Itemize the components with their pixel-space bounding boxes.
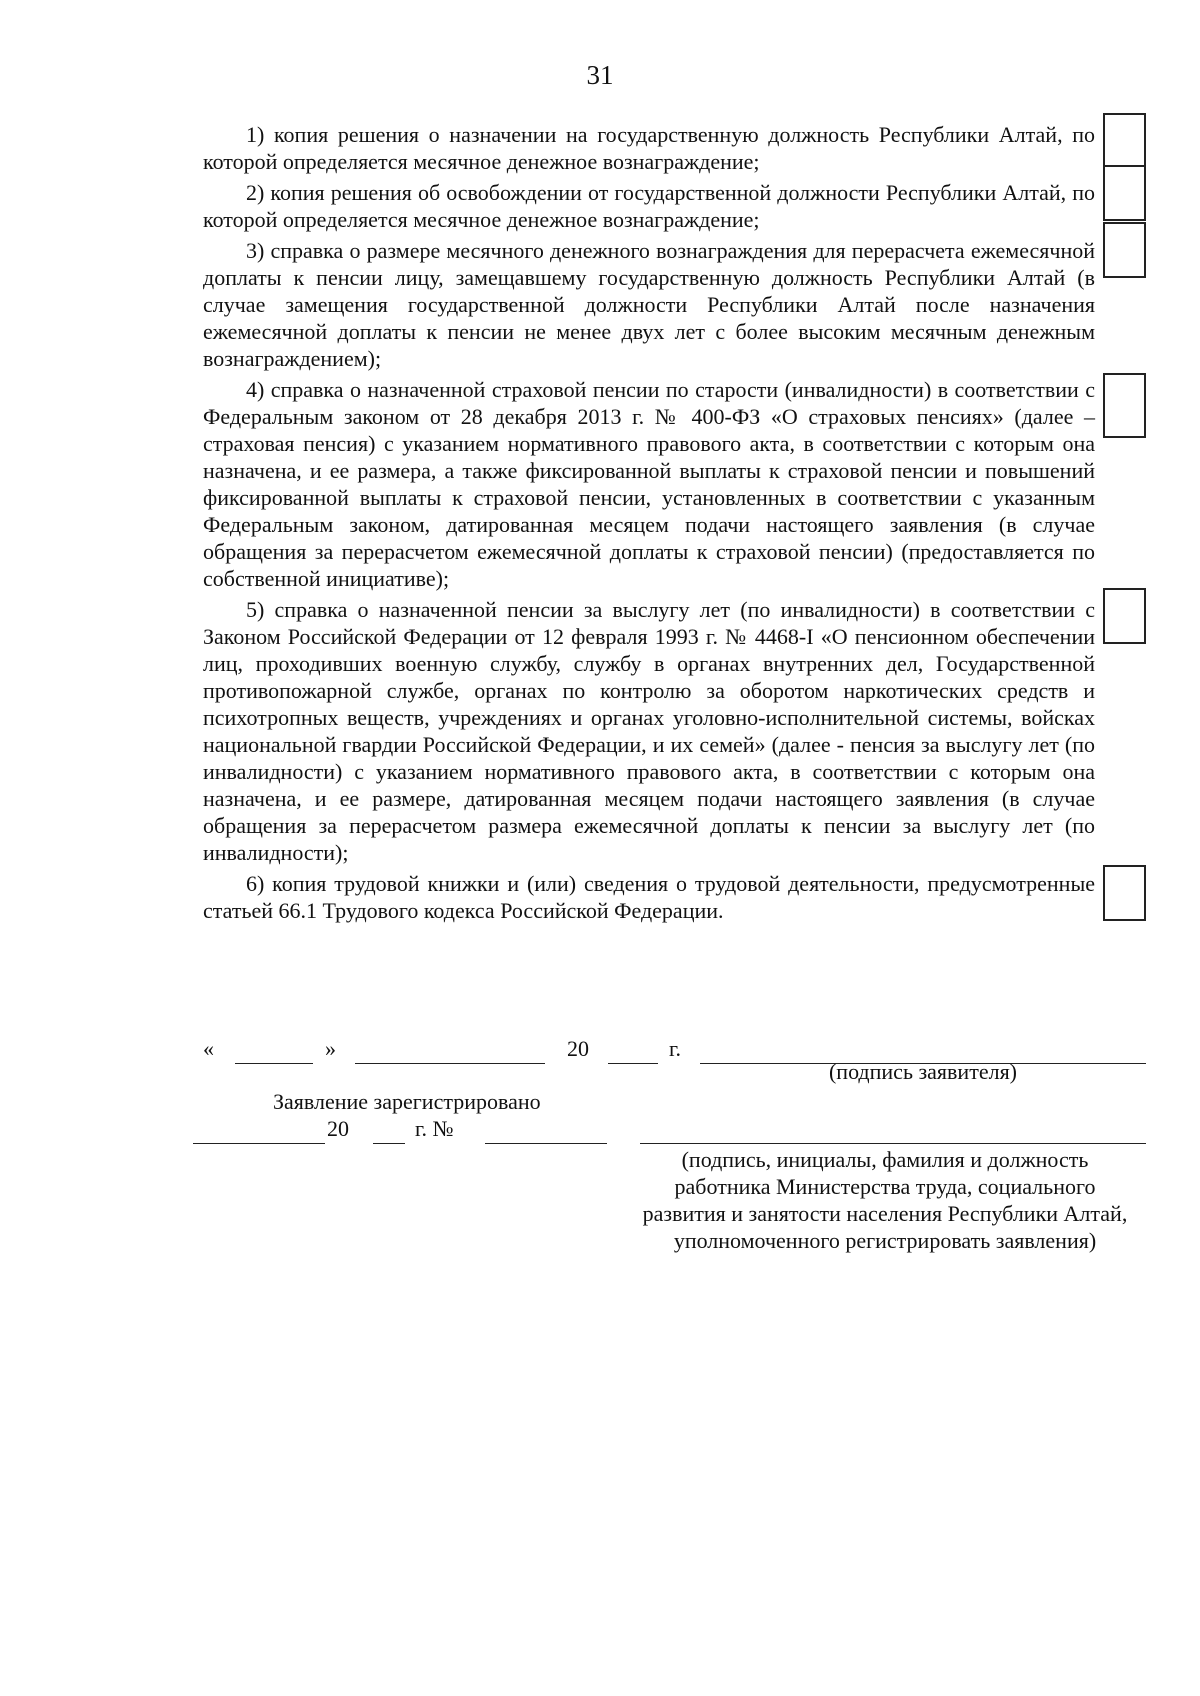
worker-signature-caption: (подпись, инициалы, фамилия и должность работника Министерства труда, социального развития и занятости населения Республики Алтай, уполномоченного регистрировать заявления) bbox=[642, 1147, 1128, 1253]
registration-date-field[interactable] bbox=[193, 1143, 325, 1144]
checkbox-item-2[interactable] bbox=[1103, 165, 1146, 221]
registration-number-field[interactable] bbox=[485, 1143, 607, 1144]
checkbox-item-5[interactable] bbox=[1103, 588, 1146, 644]
checkbox-item-3[interactable] bbox=[1103, 222, 1146, 278]
open-quote: « bbox=[203, 1036, 214, 1061]
checkbox-item-1[interactable] bbox=[1103, 113, 1146, 169]
document-list bbox=[203, 121, 1095, 928]
registration-caption: Заявление зарегистрировано bbox=[273, 1089, 541, 1114]
registration-line bbox=[193, 1112, 1146, 1144]
checkbox-item-4[interactable] bbox=[1103, 373, 1146, 438]
close-quote: » bbox=[325, 1036, 336, 1061]
list-item-text: 5) справка о назначенной пенсии за выслугу лет (по инвалидности) в соответствии с Законом Российской Федерации от 12 февраля 1993 г. № 4468-I «О пенсионном обеспечении лиц, проходивших военную службу, службу в органах внутренних дел, Государственной противопожарной службе, органах по контролю за оборотом наркотических средств и психотропных веществ, учреждениях и органах уголовно-исполнительной системы, войсках национальной гвардии Российской Федерации, и их семей» (далее - пенсия за выслугу лет (по инвалидности) с указанием нормативного правового акта, в соответствии с которым она назначена, и ее размере, датированная месяцем подачи настоящего заявления (в случае обращения за перерасчетом размера ежемесячной доплаты к пенсии за выслугу лет (по инвалидности); bbox=[203, 597, 1095, 865]
list-item bbox=[203, 376, 1095, 592]
year-prefix: 20 bbox=[567, 1036, 589, 1061]
worker-signature-field[interactable] bbox=[640, 1143, 1146, 1144]
list-item-text: 3) справка о размере месячного денежного вознаграждения для перерасчета ежемесячной доплаты к пенсии лицу, замещавшему государственную должность Республики Алтай (в случае замещения государственной должности Республики Алтай после назначения ежемесячной доплаты к пенсии не менее двух лет с более высоким месячным денежным вознаграждением); bbox=[203, 238, 1095, 371]
list-item bbox=[203, 596, 1095, 866]
day-field[interactable] bbox=[235, 1063, 313, 1064]
registration-year-field[interactable] bbox=[373, 1143, 405, 1144]
year-field[interactable] bbox=[608, 1063, 658, 1064]
list-item bbox=[203, 870, 1095, 924]
registration-year-suffix: г. № bbox=[415, 1116, 454, 1141]
list-item bbox=[203, 179, 1095, 233]
checkbox-item-6[interactable] bbox=[1103, 865, 1146, 921]
list-item bbox=[203, 121, 1095, 175]
page-number: 31 bbox=[586, 60, 614, 90]
month-field[interactable] bbox=[355, 1063, 545, 1064]
list-item-text: 6) копия трудовой книжки и (или) сведения о трудовой деятельности, предусмотренные статьей 66.1 Трудового кодекса Российской Федерации. bbox=[203, 871, 1095, 923]
applicant-signature-caption: (подпись заявителя) bbox=[828, 1059, 1018, 1084]
registration-year-prefix: 20 bbox=[327, 1116, 349, 1141]
list-item bbox=[203, 237, 1095, 372]
list-item-text: 1) копия решения о назначении на государственную должность Республики Алтай, по которой определяется месячное денежное вознаграждение; bbox=[203, 122, 1095, 174]
list-item-text: 4) справка о назначенной страховой пенсии по старости (инвалидности) в соответствии с Федеральным законом от 28 декабря 2013 г. № 400-ФЗ «О страховых пенсиях» (далее – страховая пенсия) с указанием нормативного правового акта, в соответствии с которым она назначена, и ее размера, а также фиксированной выплаты к страховой пенсии и повышений фиксированной выплаты к страховой пенсии, установленных в соответствии с указанным Федеральным законом, датированная месяцем подачи настоящего заявления (в случае обращения за перерасчетом ежемесячной доплаты к страховой пенсии) (предоставляется по собственной инициативе); bbox=[203, 377, 1095, 591]
year-suffix: г. bbox=[669, 1036, 682, 1061]
list-item-text: 2) копия решения об освобождении от государственной должности Республики Алтай, по которой определяется месячное денежное вознаграждение; bbox=[203, 180, 1095, 232]
